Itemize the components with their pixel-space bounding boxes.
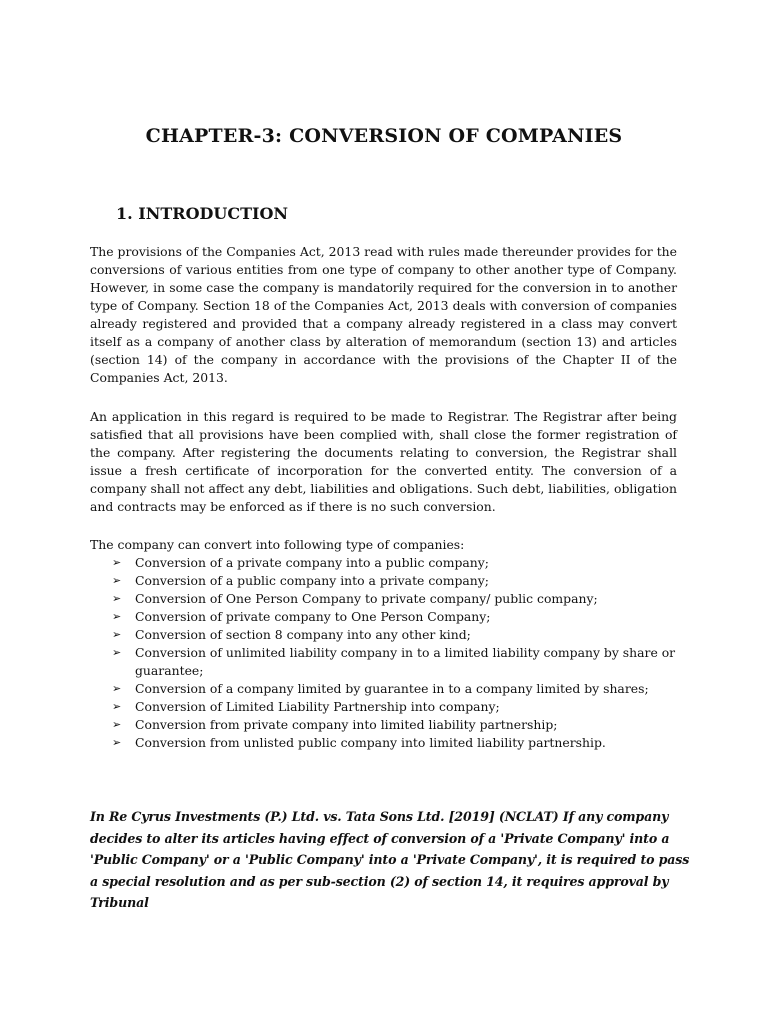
list-item [112,572,678,590]
list-item-text: Conversion of a public company into a private company; [135,573,489,588]
list-item [112,554,678,572]
arrow-bullet-icon: ➢ [112,682,122,695]
list-item [112,698,678,716]
list-item [112,608,678,626]
list-item-text: Conversion of private company to One Person Company; [135,609,491,624]
list-item-text: Conversion of unlimited liability company in to a limited liability company by share or guarantee; [135,645,676,678]
arrow-bullet-icon: ➢ [112,610,122,623]
list-item [112,644,678,680]
list-item [112,680,678,698]
list-item-text: Conversion of section 8 company into any other kind; [135,627,471,642]
intro-paragraph-2: An application in this regard is required to be made to Registrar. The Registrar after being satisfied that all provisions have been complied with, shall close the former registration of the company. After registering the documents relating to conversion, the Registrar shall issue a fresh certificate of incorporation for the converted entity. The conversion of a company shall not affect any debt, liabilities and obligations. Such debt, liabilities, obligation and contracts may be enforced as if there is no such conversion. [90,409,677,514]
intro-paragraph-1: The provisions of the Companies Act, 2013 read with rules made thereunder provides for the conversions of various entities from one type of company to other another type of Company. However, in some case the company is mandatorily required for the conversion in to another type of Company. Section 18 of the Companies Act, 2013 deals with conversion of companies already registered and provided that a company already registered in a class may convert itself as a company of another class by alteration of memorandum (section 13) and articles (section 14) of the company in accordance with the provisions of the Chapter II of the Companies Act, 2013. [90,244,677,385]
arrow-bullet-icon: ➢ [112,646,122,659]
list-item-text: Conversion of a company limited by guarantee in to a company limited by shares; [135,681,649,696]
list-item-text: Conversion of Limited Liability Partnership into company; [135,699,500,714]
list-item-text: Conversion from unlisted public company into limited liability partnership. [135,735,606,750]
list-item-text: Conversion from private company into limited liability partnership; [135,717,558,732]
section-heading-introduction: 1. INTRODUCTION [116,204,289,223]
conversion-types-list [112,554,678,752]
arrow-bullet-icon: ➢ [112,718,122,731]
list-item-text: Conversion of One Person Company to private company/ public company; [135,591,598,606]
list-item [112,716,678,734]
chapter-title: CHAPTER-3: CONVERSION OF COMPANIES [145,125,623,147]
list-item [112,626,678,644]
conversion-list-intro: The company can convert into following type of companies: [90,537,465,552]
arrow-bullet-icon: ➢ [112,700,122,713]
arrow-bullet-icon: ➢ [112,592,122,605]
arrow-bullet-icon: ➢ [112,736,122,749]
list-item [112,590,678,608]
arrow-bullet-icon: ➢ [112,628,122,641]
case-law-note: In Re Cyrus Investments (P.) Ltd. vs. Tata Sons Ltd. [2019] (NCLAT) If any company decides to alter its articles having effect of conversion of a 'Private Company' into a 'Public Company' or a 'Public Company' into a 'Private Company', it is required to pass a special resolution and as per sub-section (2) of section 14, it requires approval by Tribunal [90,809,690,910]
list-item-text: Conversion of a private company into a public company; [135,555,489,570]
arrow-bullet-icon: ➢ [112,556,122,569]
arrow-bullet-icon: ➢ [112,574,122,587]
list-item [112,734,678,752]
